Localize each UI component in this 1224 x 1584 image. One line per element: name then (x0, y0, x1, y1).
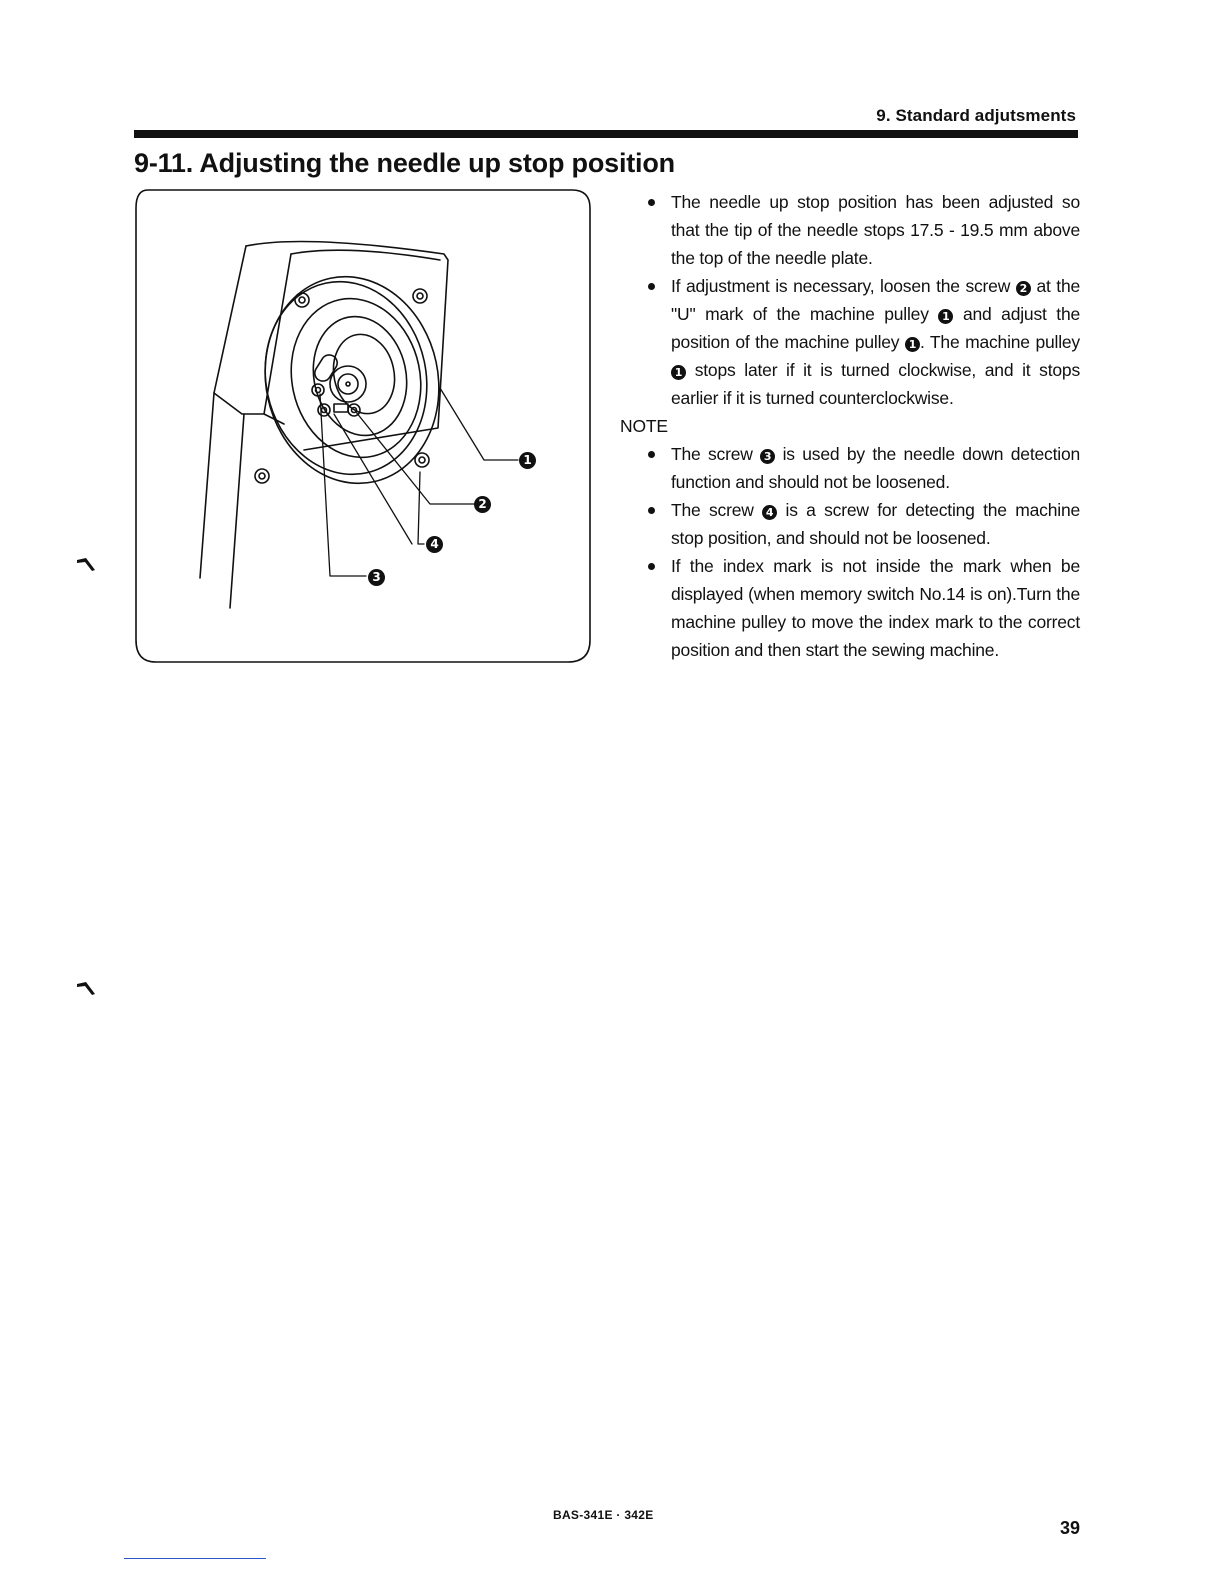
ref-screw-4: 4 (762, 505, 777, 520)
bottom-rule (124, 1558, 266, 1559)
page-number: 39 (1059, 1518, 1080, 1538)
section-header: 9. Standard adjutsments (876, 106, 1076, 125)
page-title: 9-11. Adjusting the needle up stop position (134, 148, 675, 178)
ref-pulley-1: 1 (671, 365, 686, 380)
instructions (620, 188, 1080, 664)
callout-2: 2 (474, 496, 491, 513)
bullet-stop-position: The needle up stop position has been adjusted so that the tip of the needle stops 17.5 - 19.5 mm above the top of the needle plate. (620, 188, 1080, 272)
header-rule (134, 130, 1078, 138)
ref-pulley-1: 1 (905, 337, 920, 352)
head-inner-left (214, 254, 291, 414)
pulley-illustration (134, 188, 592, 664)
machine-pulley (246, 260, 457, 499)
pulley-drawing (134, 188, 592, 664)
callout-3: 3 (368, 569, 385, 586)
figure-frame (136, 190, 590, 662)
note-index-mark: If the index mark is not inside the mark when be displayed (when memory switch No.14 is on).Turn the machine pulley to move the index mark to the correct position and then start the sewing machine. (620, 552, 1080, 664)
note-screw-3: The screw 3 is used by the needle down detection function and should not be loosened. (620, 440, 1080, 496)
adjustment-list (620, 188, 1080, 412)
binding-mark-icon (76, 556, 96, 572)
note-label: NOTE (620, 416, 668, 436)
column-line (230, 414, 244, 608)
ref-screw-3: 3 (760, 449, 775, 464)
note-screw-4: The screw 4 is a screw for detecting the machine stop position, and should not be loosened. (620, 496, 1080, 552)
footer-model: BAS-341E · 342E (553, 1508, 654, 1522)
ref-pulley-1: 1 (938, 309, 953, 324)
callout-1: 1 (519, 452, 536, 469)
callout-4: 4 (426, 536, 443, 553)
note-list (620, 440, 1080, 664)
head-inner-top (291, 250, 440, 260)
ref-screw-2: 2 (1016, 281, 1031, 296)
binding-mark-icon (76, 980, 96, 996)
bullet-adjustment: If adjustment is necessary, loosen the screw 2 at the "U" mark of the machine pulley 1 and adjust the position of the machine pulley 1 . The machine pulley 1 stops later if it is turned clockwise, and it stops earlier if it is turned counterclockwise. (620, 272, 1080, 412)
